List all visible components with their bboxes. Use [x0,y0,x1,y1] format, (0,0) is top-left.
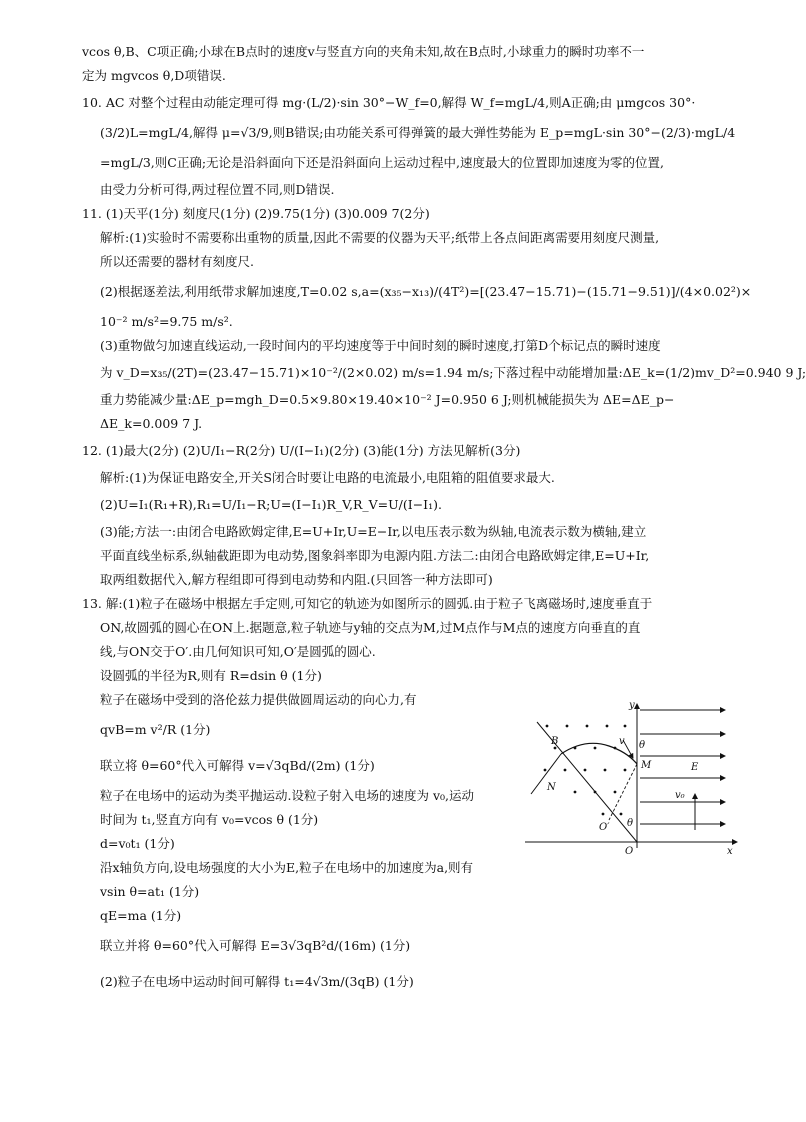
text-line: 13. 解:(1)粒子在磁场中根据左手定则,可知它的轨迹为如图所示的圆弧.由于粒子飞离磁场时,速度垂直于 [82,596,653,611]
text-line: 解析:(1)为保证电路安全,开关S闭合时要让电路的电流最小,电阻箱的阻值要求最大. [100,470,555,485]
text-line: ON,故圆弧的圆心在ON上.据题意,粒子轨迹与y轴的交点为M,过M点作与M点的速度方向垂直的直 [100,620,641,635]
text-line: qvB=m v²/R (1分) [100,722,211,737]
text-line: 线,与ON交于O′.由几何知识可知,O′是圆弧的圆心. [100,644,376,659]
text-line: =mgL/3,则C正确;无论是沿斜面向下还是沿斜面向上运动过程中,速度最大的位置即加速度为零的位置, [100,155,664,170]
text-line: qE=ma (1分) [100,908,182,923]
text-line: 解析:(1)实验时不需要称出重物的质量,因此不需要的仪器为天平;纸带上各点间距离需要用刻度尺测量, [100,230,660,245]
text-line: 时间为 t₁,竖直方向有 v₀=vcos θ (1分) [100,812,319,827]
text-line: 11. (1)天平(1分) 刻度尺(1分) (2)9.75(1分) (3)0.009 7(2分) [82,206,430,221]
text-line: 为 v_D=x₃₅/(2T)=(23.47−15.71)×10⁻²/(2×0.02) m/s=1.94 m/s;下落过程中动能增加量:ΔE_k=(1/2)mv_D²=0.940 9 J; [100,365,806,380]
label-y: y [629,700,635,711]
text-line: 设圆弧的半径为R,则有 R=dsin θ (1分) [100,668,322,683]
label-b: B [551,736,559,747]
text-line: 由受力分析可得,两过程位置不同,则D错误. [100,182,335,197]
radius-dashed-line [609,764,637,820]
text-line: 沿x轴负方向,设电场强度的大小为E,粒子在电场中的加速度为a,则有 [100,860,474,875]
text-line: 联立并将 θ=60°代入可解得 E=3√3qB²d/(16m) (1分) [100,938,411,953]
text-line: (2)U=I₁(R₁+R),R₁=U/I₁−R;U=(I−I₁)R_V,R_V=U/(I−I₁). [100,497,442,512]
field-diagram [525,698,740,858]
label-e: E [691,762,699,773]
label-v: v [619,736,625,747]
text-line: vcos θ,B、C项正确;小球在B点时的速度v与竖直方向的夹角未知,故在B点时,小球重力的瞬时功率不一 [82,44,645,59]
text-line: (3)重物做匀加速直线运动,一段时间内的平均速度等于中间时刻的瞬时速度,打第D个标记点的瞬时速度 [100,338,661,353]
label-theta-bottom: θ [627,818,634,829]
text-line: 取两组数据代入,解方程组即可得到电动势和内阻.(只回答一种方法即可) [100,572,493,587]
text-line: 10. AC 对整个过程由动能定理可得 mg·(L/2)·sin 30°−W_f=0,解得 W_f=mgL/4,则A正确;由 μmgcos 30°· [82,95,696,110]
label-x: x [727,846,733,857]
text-line: 重力势能减少量:ΔE_p=mgh_D=0.5×9.80×19.40×10⁻² J=0.950 6 J;则机械能损失为 ΔE=ΔE_p− [100,392,675,407]
text-line: 所以还需要的器材有刻度尺. [100,254,254,269]
text-line: (2)粒子在电场中运动时间可解得 t₁=4√3m/(3qB) (1分) [100,974,414,989]
text-line: 平面直线坐标系,纵轴截距即为电动势,图象斜率即为电源内阻.方法二:由闭合电路欧姆定律,E=U+Ir, [100,548,650,563]
electric-field-arrows [640,710,725,824]
text-line: (3/2)L=mgL/4,解得 μ=√3/9,则B错误;由功能关系可得弹簧的最大弹性势能为 E_p=mgL·sin 30°−(2/3)·mgL/4 [100,125,736,140]
text-line: (3)能;方法一:由闭合电路欧姆定律,E=U+Ir,U=E−Ir,以电压表示数为纵轴,电流表示数为横轴,建立 [100,524,647,539]
text-line: 联立将 θ=60°代入可解得 v=√3qBd/(2m) (1分) [100,758,375,773]
particle-trajectory [561,743,637,764]
label-o-prime: O′ [599,822,610,833]
text-line: ΔE_k=0.009 7 J. [100,416,203,431]
label-m: M [641,760,652,771]
text-line: 10⁻² m/s²=9.75 m/s². [100,314,233,329]
text-line: vsin θ=at₁ (1分) [100,884,200,899]
text-line: 粒子在磁场中受到的洛伦兹力提供做圆周运动的向心力,有 [100,692,417,707]
incoming-arrow [531,754,561,794]
text-line: d=v₀t₁ (1分) [100,836,175,851]
text-line: (2)根据逐差法,利用纸带求解加速度,T=0.02 s,a=(x₃₅−x₁₃)/(4T²)=[(23.47−15.71)−(15.71−9.51)]/(4×0.02²)× [100,284,752,299]
label-theta-top: θ [639,740,646,751]
label-v0: v₀ [675,790,685,801]
label-o: O [625,846,634,857]
text-line: 粒子在电场中的运动为类平抛运动.设粒子射入电场的速度为 v₀,运动 [100,788,474,803]
text-line: 12. (1)最大(2分) (2)U/I₁−R(2分) U/(I−I₁)(2分) (3)能(1分) 方法见解析(3分) [82,443,521,458]
text-line: 定为 mgvcos θ,D项错误. [82,68,226,83]
physics-figure [525,698,740,858]
label-n: N [547,782,556,793]
